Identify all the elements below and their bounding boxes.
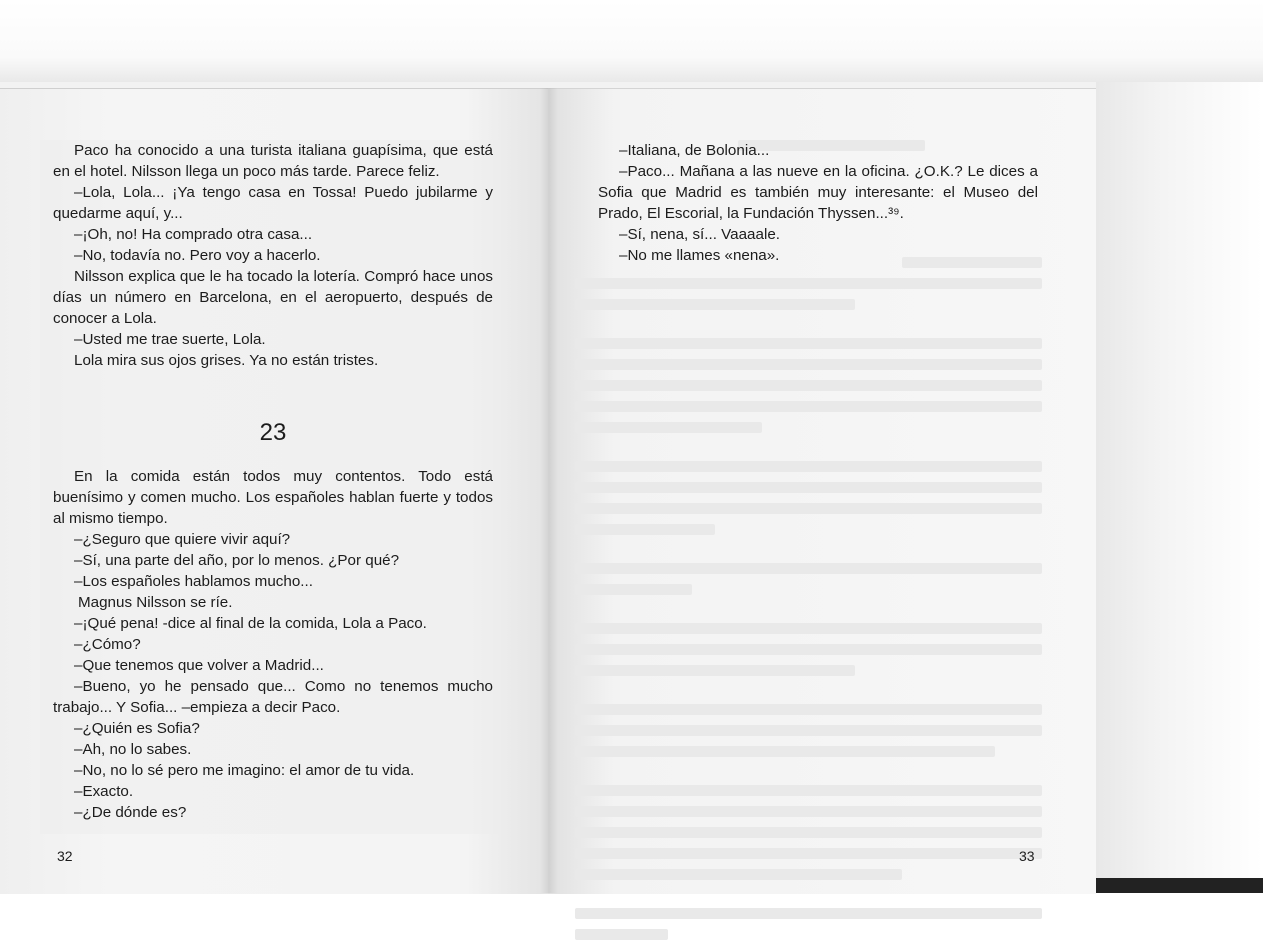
chapter-number: 23	[259, 419, 287, 446]
paragraph: –Sí, una parte del año, por lo menos. ¿Por qué?	[74, 552, 400, 569]
paragraph: –¿Quién es Sofia?	[74, 720, 200, 737]
paragraph: Magnus Nilsson se ríe.	[78, 594, 233, 611]
paragraph: –Lola, Lola... ¡Ya tengo casa en Tossa! Puedo jubilarme y quedarme aquí, y...	[53, 184, 493, 222]
paragraph: –Que tenemos que volver a Madrid...	[74, 657, 324, 674]
paragraph: –¡Oh, no! Ha comprado otra casa...	[74, 226, 313, 243]
paragraph: –No, todavía no. Pero voy a hacerlo.	[74, 247, 321, 264]
right-page-text	[598, 140, 1038, 266]
page-number-right: 33	[1019, 848, 1035, 864]
paragraph: –Italiana, de Bolonia...	[619, 142, 770, 159]
scanner-edge-shadow	[1096, 878, 1263, 893]
paragraph: –Exacto.	[74, 783, 134, 800]
book-gutter	[540, 88, 558, 893]
paragraph: –¡Qué pena! -dice al final de la comida, Lola a Paco.	[74, 615, 427, 632]
scanner-margin-top	[0, 0, 1263, 82]
paragraph: –Sí, nena, sí... Vaaaale.	[619, 226, 780, 243]
paragraph: –No, no lo sé pero me imagino: el amor de tu vida.	[74, 762, 415, 779]
paragraph: –Bueno, yo he pensado que... Como no tenemos mucho trabajo... Y Sofia... –empieza a decir Paco.	[53, 678, 493, 716]
scanner-margin-right	[1096, 82, 1263, 893]
paragraph: Paco ha conocido a una turista italiana guapísima, que está en el hotel. Nilsson llega un poco más tarde. Parece feliz.	[53, 142, 493, 180]
page-number-left: 32	[57, 848, 73, 864]
paragraph: En la comida están todos muy contentos. Todo está buenísimo y comen mucho. Los españoles hablan fuerte y todos al mismo tiempo.	[53, 468, 493, 527]
paragraph: –¿De dónde es?	[74, 804, 187, 821]
left-page-text-bottom	[53, 466, 493, 823]
paragraph: –Los españoles hablamos mucho...	[74, 573, 313, 590]
left-page-text-top	[53, 140, 493, 371]
paragraph: Lola mira sus ojos grises. Ya no están tristes.	[74, 352, 379, 369]
paragraph: Nilsson explica que le ha tocado la lotería. Compró hace unos días un número en Barcelona, en el aeropuerto, después de conocer a Lola.	[53, 268, 493, 327]
paragraph: –¿Seguro que quiere vivir aquí?	[74, 531, 291, 548]
paragraph: –Ah, no lo sabes.	[74, 741, 192, 758]
paragraph: –Usted me trae suerte, Lola.	[74, 331, 266, 348]
paragraph: –No me llames «nena».	[619, 247, 780, 264]
paragraph: –¿Cómo?	[74, 636, 141, 653]
paragraph: –Paco... Mañana a las nueve en la oficina. ¿O.K.? Le dices a Sofia que Madrid es también muy interesante: el Museo del Prado, El Escorial, la Fundación Thyssen...³⁹.	[598, 163, 1038, 222]
